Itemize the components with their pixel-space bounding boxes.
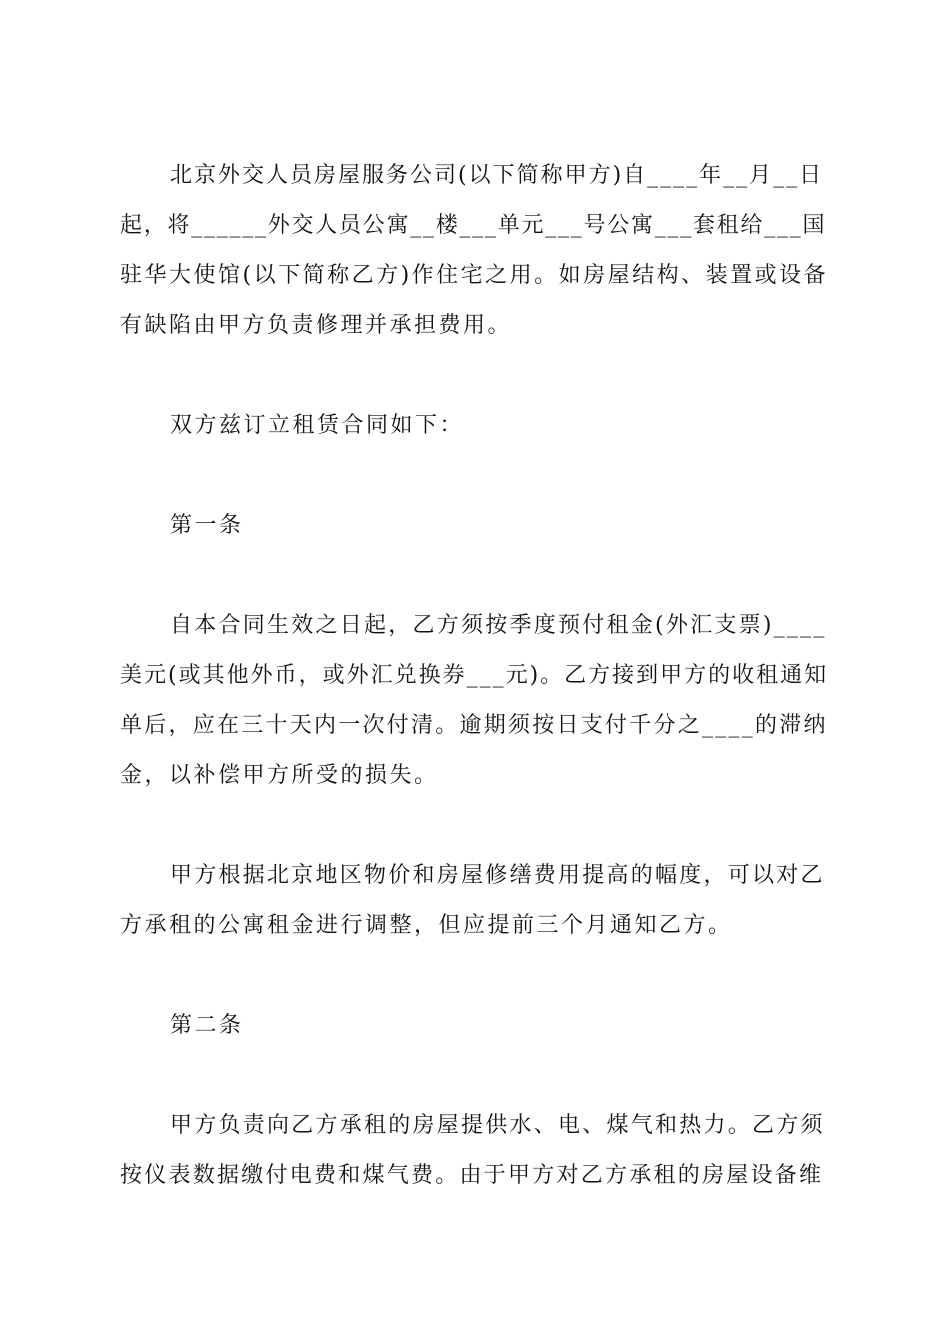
article-1-para-1-line-2: 美元(或其他外币，或外汇兑换券___元)。乙方接到甲方的收租通知 [120,663,829,688]
intro-line-2: 起，将______外交人员公寓__楼___单元___号公寓___套租给___国 [120,213,827,238]
agreement-line: 双方兹订立租赁合同如下： [170,413,465,438]
article-2-para-1-line-2: 按仪表数据缴付电费和煤气费。由于甲方对乙方承租的房屋设备维 [120,1163,824,1188]
intro-line-3: 驻华大使馆(以下简称乙方)作住宅之用。如房屋结构、装置或设备 [120,263,829,288]
intro-line-4: 有缺陷由甲方负责修理并承担费用。 [120,313,513,338]
article-1-para-2-line-2: 方承租的公寓租金进行调整，但应提前三个月通知乙方。 [120,913,733,938]
article-1-para-2-line-1: 甲方根据北京地区物价和房屋修缮费用提高的幅度，可以对乙 [170,863,825,888]
article-1-para-1-line-1: 自本合同生效之日起，乙方须按季度预付租金(外汇支票)____ [170,613,827,638]
article-1-para-1-line-3: 单后，应在三十天内一次付清。逾期须按日支付千分之____的滞纳 [120,713,828,738]
article-2-para-1-line-1: 甲方负责向乙方承租的房屋提供水、电、煤气和热力。乙方须 [170,1113,825,1138]
article-1-para-1-line-4: 金，以补偿甲方所受的损失。 [120,763,439,788]
article-1-heading: 第一条 [170,513,244,538]
intro-line-1: 北京外交人员房屋服务公司(以下简称甲方)自____年__月__日 [170,163,824,188]
article-2-heading: 第二条 [170,1013,244,1038]
